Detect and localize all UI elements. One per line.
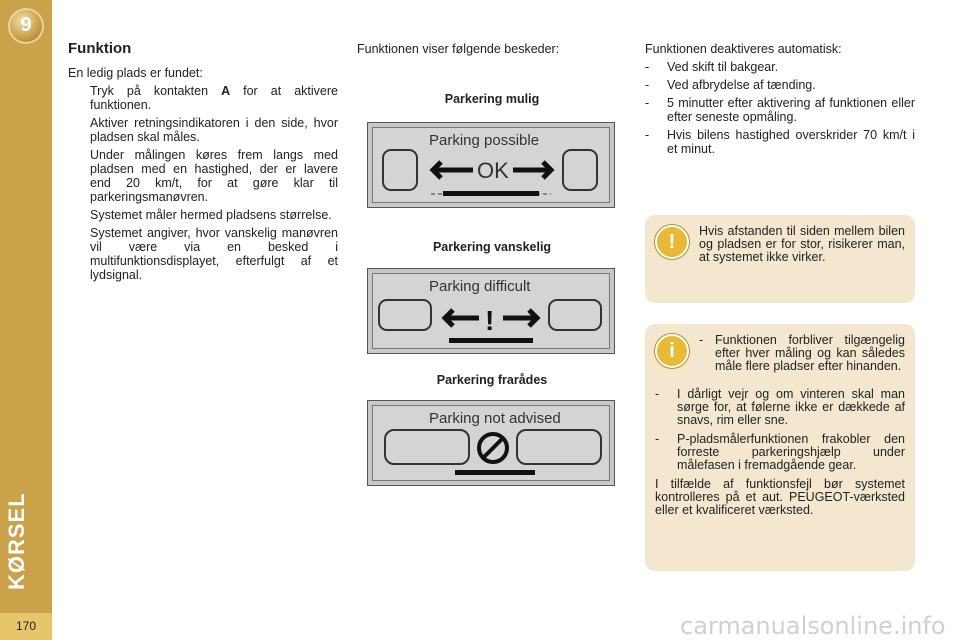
list-item: Systemet angiver, hvor vanskelig manøvren vil være via en besked i multifunktionsdisplayet, efterfulgt af et lydsignal.: [90, 226, 338, 282]
warning-text: Hvis afstanden til siden mellem bilen og pladsen er for stor, risikerer man, at systemet ikke virker.: [699, 224, 905, 264]
info-list: [699, 334, 905, 379]
watermark: carmanualsonline.info: [680, 612, 946, 640]
display-parking-possible: [367, 122, 615, 208]
info-icon: i: [655, 334, 689, 368]
column-deactivation: [645, 42, 915, 160]
message-caption: Parkering vanskelig: [432, 240, 552, 254]
page-number: 170: [0, 613, 52, 640]
column-function: [68, 42, 338, 286]
messages-intro: Funktionen viser følgende beskeder:: [357, 42, 560, 56]
list-item: Aktiver retningsindikatoren i den side, hvor pladsen skal måles.: [90, 116, 338, 144]
info-footer: I tilfælde af funktionsfejl bør systemet kontrolleres på et aut. PEUGEOT-værksted eller et kvalificeret værksted.: [655, 477, 905, 517]
parking-not-advised-graphic: [373, 406, 609, 480]
list-item: - P-pladsmålerfunktionen frakobler den forreste parkeringshjælp under målefasen i fremadgående gear.: [655, 432, 905, 472]
list-item: - Ved afbrydelse af tænding.: [645, 78, 816, 92]
chapter-sidebar: [0, 0, 52, 640]
section-heading: Funktion: [68, 40, 132, 57]
parking-difficult-graphic: [373, 274, 609, 348]
chapter-title: KØRSEL: [4, 492, 29, 590]
list-item: - Hvis bilens hastighed overskrider 70 km/t i et minut.: [645, 128, 915, 156]
display-parking-not-advised: [367, 400, 615, 486]
chapter-badge: [8, 8, 44, 44]
warning-note: [645, 215, 915, 303]
info-list-cont: [655, 388, 905, 517]
list-item: Under målingen køres frem langs med pladsen med en hastighed, der er lavere end 20 km/t, for at gøre klar til parkeringsmanøvren.: [90, 148, 338, 204]
list-item: - Funktionen forbliver tilgængelig efter hver måling og kan således måle flere pladser efter hinanden.: [699, 333, 905, 373]
indent-text: Systemet måler hermed pladsens størrelse.: [90, 208, 332, 222]
list-item: - Ved skift til bakgear.: [645, 60, 779, 74]
message-caption: Parkering mulig: [444, 92, 540, 106]
parking-possible-graphic: [373, 128, 609, 202]
list-item: Tryk på kontakten A for at aktivere funktionen.: [90, 84, 338, 112]
svg-text:OK: OK: [477, 158, 509, 183]
intro-text: Funktionen deaktiveres automatisk:: [645, 42, 842, 56]
list-item: - I dårligt vejr og om vinteren skal man sørge for, at følerne ikke er dækkede af snavs, rim eller sne.: [655, 387, 905, 427]
message-caption: Parkering frarådes: [436, 373, 548, 387]
screen-title: Parking not advised: [429, 410, 561, 427]
intro-text: En ledig plads er fundet:: [68, 66, 203, 80]
screen-title: Parking difficult: [429, 278, 531, 295]
list-item: - 5 minutter efter aktivering af funktionen eller efter seneste opmåling.: [645, 96, 915, 124]
screen-title: Parking possible: [429, 132, 540, 149]
svg-text:!: !: [485, 305, 495, 336]
display-parking-difficult: [367, 268, 615, 354]
info-note: [645, 324, 915, 571]
warning-icon: !: [655, 225, 689, 259]
chapter-number: 9: [20, 14, 32, 36]
